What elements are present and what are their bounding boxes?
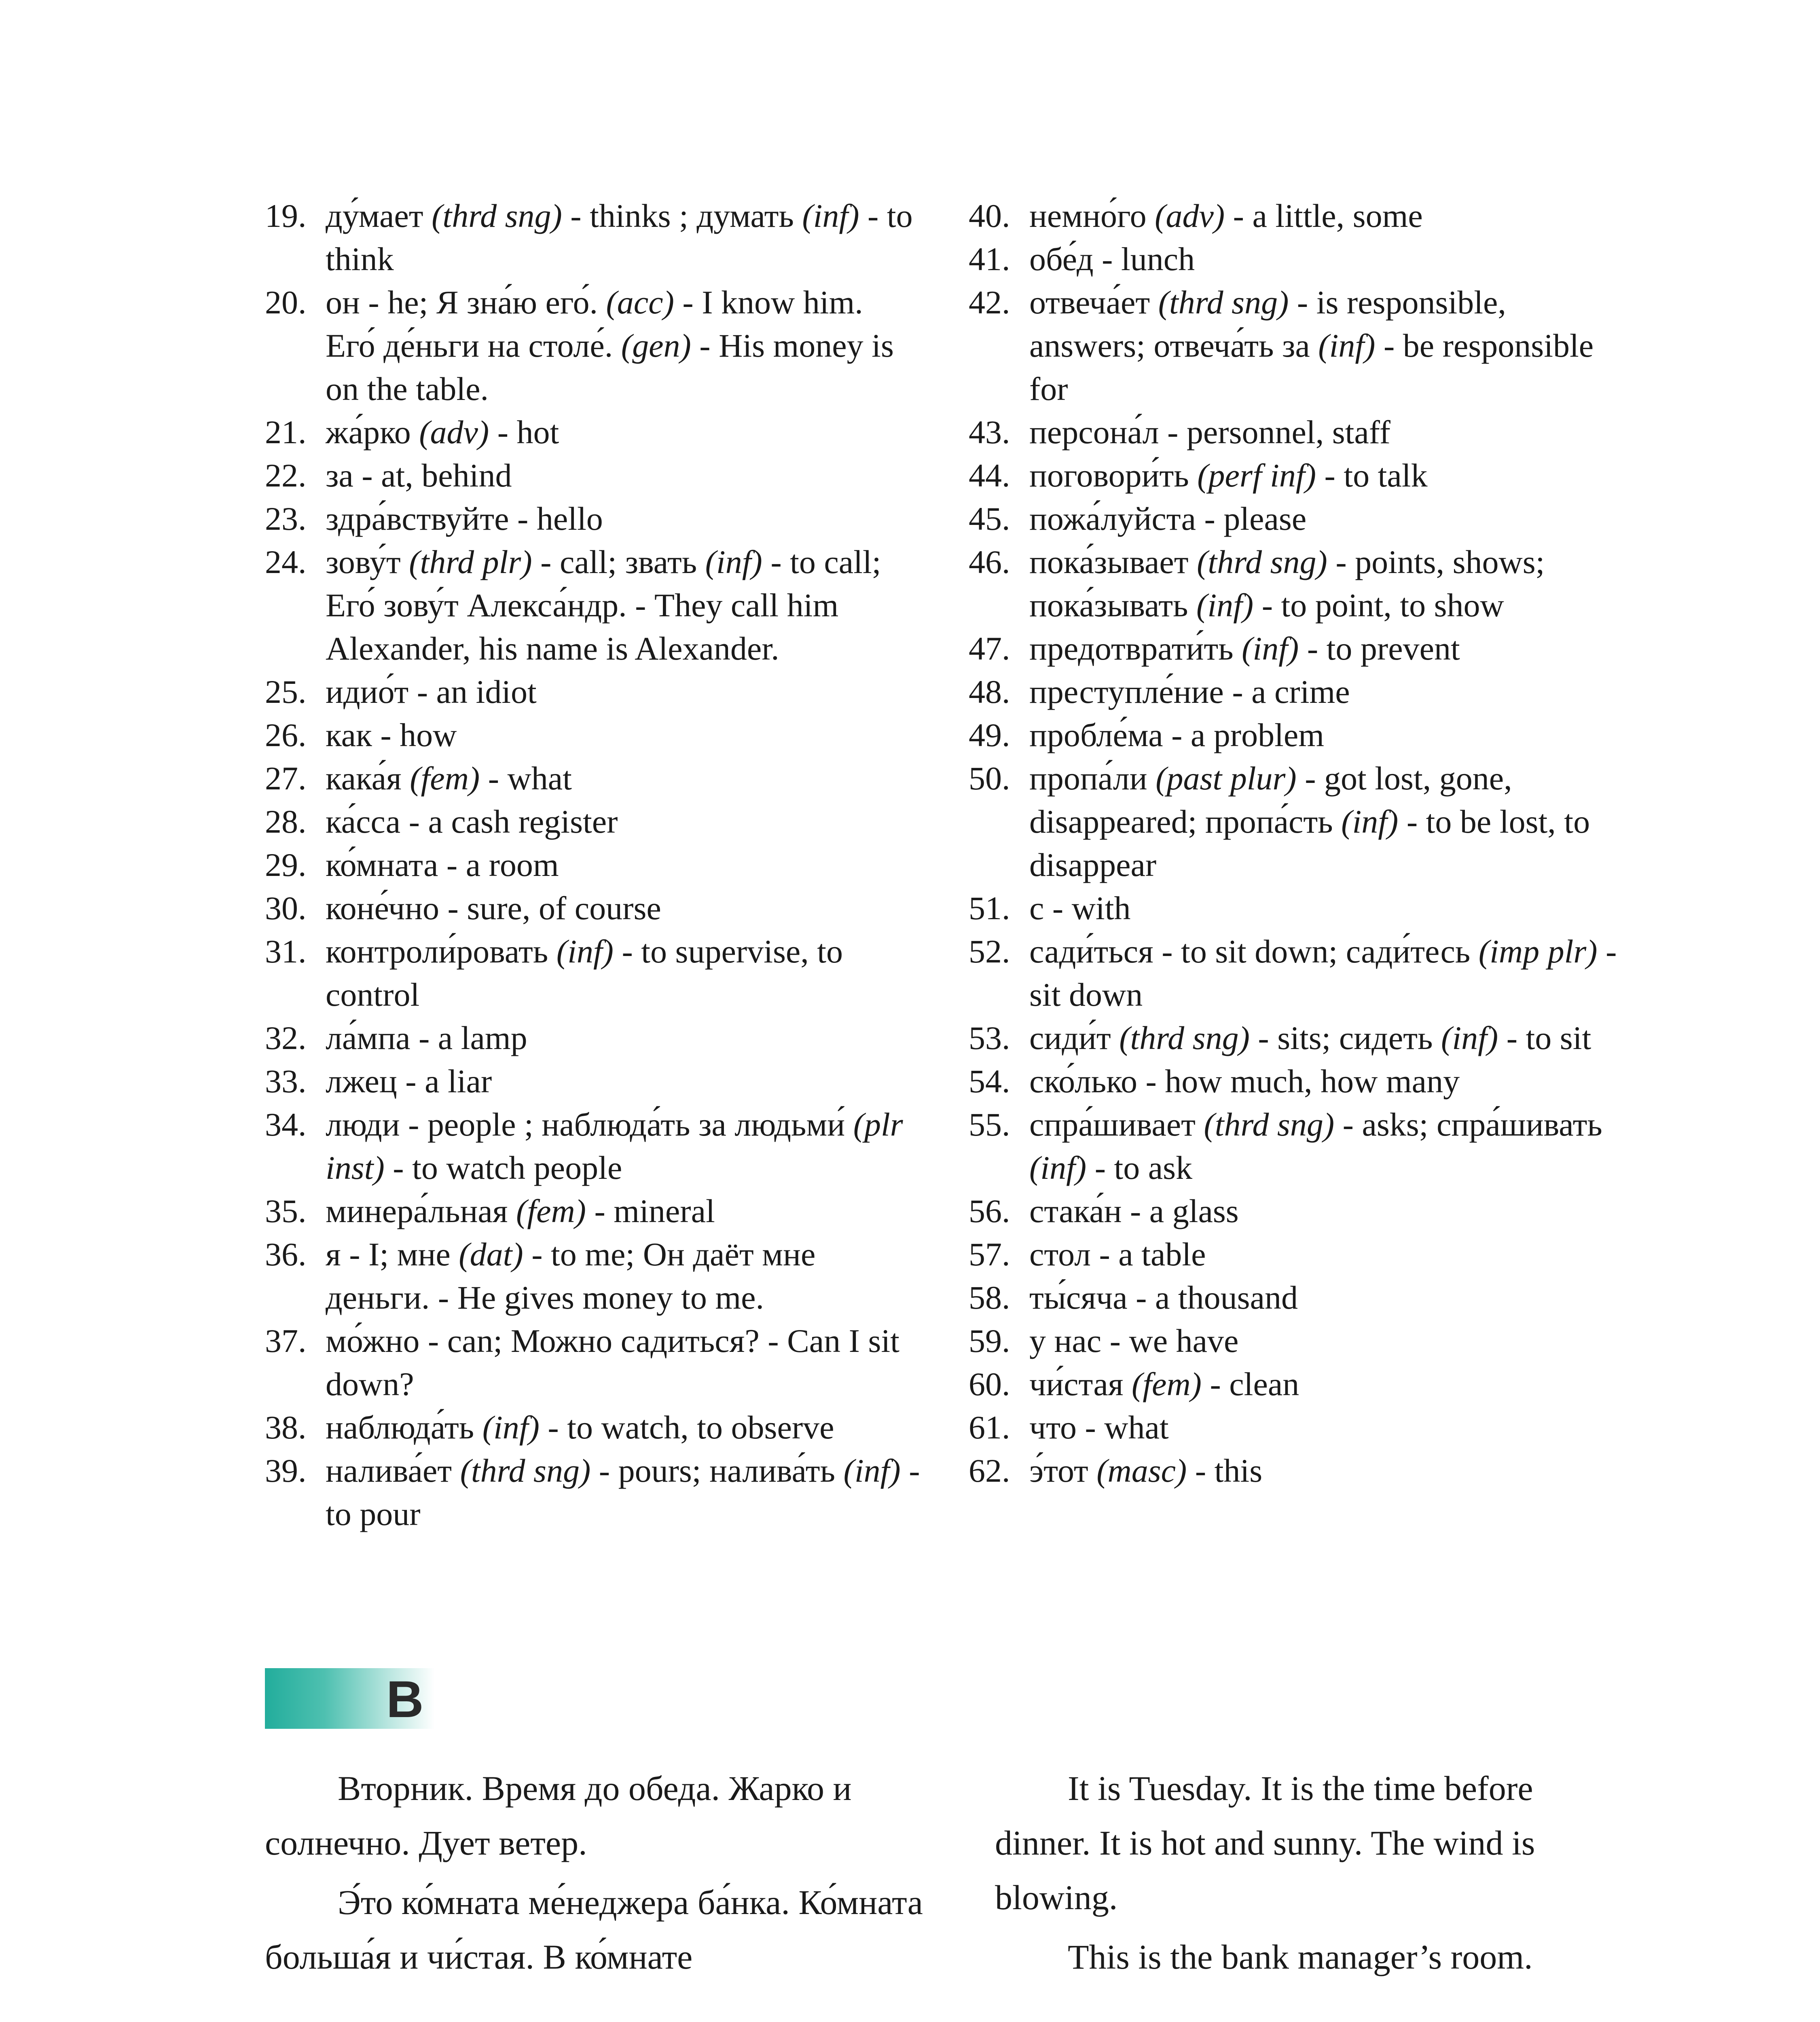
vocabulary-column-right: [969, 194, 1628, 1492]
russian-paragraph: Э́то ко́мната ме́неджера ба́нка. Ко́мната больша́я и чи́стая. В ко́мнате: [265, 1883, 923, 1976]
grammar-note: (inf): [1341, 803, 1399, 840]
vocabulary-entry: [969, 454, 1628, 497]
vocabulary-entry: [969, 886, 1628, 930]
grammar-note: (inf): [843, 1452, 901, 1489]
entry-number: 55.: [969, 1106, 1010, 1143]
entry-text: - to watch people: [384, 1149, 622, 1186]
vocabulary-entry: [969, 1319, 1628, 1362]
entry-text: - is responsible, answers; отвеча́ть за: [1029, 284, 1506, 364]
grammar-note: (inf): [1318, 327, 1376, 364]
entry-text: - to watch, to observe: [539, 1409, 834, 1446]
entry-text: контроли́ровать: [326, 933, 557, 970]
vocabulary-entry: [265, 1016, 920, 1060]
entry-text: - sit down: [1029, 933, 1617, 1013]
entry-number: 42.: [969, 284, 1010, 321]
entry-number: 58.: [969, 1279, 1010, 1316]
entry-text: - to supervise, to control: [326, 933, 843, 1013]
grammar-note: (past plur): [1155, 760, 1297, 797]
entry-number: 54.: [969, 1063, 1010, 1100]
vocabulary-entry: [265, 886, 920, 930]
vocabulary-entry: [265, 281, 920, 410]
vocabulary-entry: [969, 1016, 1628, 1060]
entry-text: пока́зывает: [1029, 544, 1197, 580]
entry-text: стака́н - a glass: [1029, 1193, 1239, 1229]
entry-number: 36.: [265, 1236, 307, 1273]
entry-number: 20.: [265, 284, 307, 321]
vocabulary-entry: [969, 497, 1628, 540]
entry-text: - hot: [489, 414, 559, 451]
english-paragraph: It is Tuesday. It is the time before dinner. It is hot and sunny. The wind is blowing.: [995, 1769, 1535, 1917]
entry-number: 47.: [969, 630, 1010, 667]
vocabulary-column-left: [265, 194, 920, 1536]
vocabulary-entry: [265, 1406, 920, 1449]
entry-text: - to me; Он даёт мне деньги. - He gives money to me.: [326, 1236, 816, 1316]
grammar-note: (gen): [621, 327, 691, 364]
entry-text: наблюда́ть: [326, 1409, 483, 1446]
entry-text: - got lost, gone, disappeared; пропа́сть: [1029, 760, 1512, 840]
entry-number: 32.: [265, 1019, 307, 1056]
grammar-note: (thrd sng): [1119, 1019, 1250, 1056]
grammar-note: (perf inf): [1197, 457, 1316, 494]
vocabulary-entry: [969, 281, 1628, 410]
entry-text: ду́мает: [326, 197, 432, 234]
vocabulary-entry: [265, 194, 920, 281]
entry-number: 19.: [265, 197, 307, 234]
grammar-note: (acc): [606, 284, 674, 321]
entry-text: обе́д - lunch: [1029, 241, 1195, 277]
vocabulary-entry: [265, 800, 920, 843]
grammar-note: (inf): [1441, 1019, 1498, 1056]
entry-number: 59.: [969, 1322, 1010, 1359]
entry-number: 34.: [265, 1106, 307, 1143]
vocabulary-entry: [969, 627, 1628, 670]
grammar-note: (plr inst): [326, 1106, 903, 1186]
entry-number: 25.: [265, 673, 307, 710]
entry-number: 28.: [265, 803, 307, 840]
vocabulary-entry: [969, 1276, 1628, 1319]
vocabulary-entry: [265, 757, 920, 800]
entry-text: - to talk: [1316, 457, 1428, 494]
entry-text: ско́лько - how much, how many: [1029, 1063, 1460, 1100]
entry-text: - what: [480, 760, 572, 797]
entry-text: - to sit: [1498, 1019, 1591, 1056]
entry-number: 49.: [969, 717, 1010, 753]
entry-text: - to pour: [326, 1452, 920, 1532]
entry-text: персона́л - personnel, staff: [1029, 414, 1390, 451]
entry-text: я - I; мне: [326, 1236, 459, 1273]
english-paragraph: This is the bank manager’s room.: [1068, 1937, 1533, 1976]
vocabulary-entry: [969, 1449, 1628, 1492]
vocabulary-entry: [969, 237, 1628, 281]
entry-text: кака́я: [326, 760, 410, 797]
entry-number: 24.: [265, 544, 307, 580]
entry-text: что - what: [1029, 1409, 1169, 1446]
entry-text: - a little, some: [1225, 197, 1423, 234]
entry-number: 51.: [969, 890, 1010, 926]
entry-text: - points, shows; пока́зывать: [1029, 544, 1545, 624]
entry-text: - to call; Его́ зову́т Алекса́ндр. - They call him Alexander, his name is Alexander.: [326, 544, 881, 667]
entry-text: - call; звать: [532, 544, 705, 580]
entry-number: 29.: [265, 846, 307, 883]
entry-number: 52.: [969, 933, 1010, 970]
entry-text: отвеча́ет: [1029, 284, 1158, 321]
entry-number: 53.: [969, 1019, 1010, 1056]
entry-text: пробле́ма - a problem: [1029, 717, 1325, 753]
entry-number: 60.: [969, 1366, 1010, 1402]
grammar-note: (thrd sng): [432, 197, 562, 234]
entry-text: минера́льная: [326, 1193, 516, 1229]
entry-text: - thinks ; думать: [562, 197, 802, 234]
vocabulary-entry: [265, 497, 920, 540]
entry-text: предотврати́ть: [1029, 630, 1242, 667]
grammar-note: (inf): [1242, 630, 1299, 667]
grammar-note: (inf): [556, 933, 614, 970]
grammar-note: (adv): [1155, 197, 1225, 234]
entry-text: чи́стая: [1029, 1366, 1132, 1402]
entry-text: - this: [1187, 1452, 1263, 1489]
entry-text: люди - people ; наблюда́ть за людьми́: [326, 1106, 853, 1143]
grammar-note: (thrd sng): [460, 1452, 591, 1489]
grammar-note: (inf): [705, 544, 762, 580]
entry-text: у нас - we have: [1029, 1322, 1239, 1359]
grammar-note: (inf): [1196, 587, 1254, 624]
grammar-note: (fem): [410, 760, 480, 797]
grammar-note: (fem): [1131, 1366, 1202, 1402]
vocabulary-entry: [969, 540, 1628, 627]
vocabulary-entry: [265, 454, 920, 497]
entry-text: за - at, behind: [326, 457, 512, 494]
entry-text: как - how: [326, 717, 457, 753]
entry-text: сади́ться - to sit down; сади́тесь: [1029, 933, 1479, 970]
entry-text: - I know him. Его́ де́ньги на столе́.: [326, 284, 863, 364]
grammar-note: (imp plr): [1478, 933, 1598, 970]
vocabulary-entry: [969, 1103, 1628, 1189]
grammar-note: (masc): [1096, 1452, 1187, 1489]
grammar-note: (fem): [516, 1193, 586, 1229]
vocabulary-entry: [969, 194, 1628, 237]
entry-text: он - he; Я зна́ю его́.: [326, 284, 606, 321]
russian-paragraph: Вторник. Время до обеда. Жарко и солнечно. Дует ветер.: [265, 1769, 852, 1862]
grammar-note: (inf): [1029, 1149, 1087, 1186]
entry-text: коне́чно - sure, of course: [326, 890, 661, 926]
entry-text: - to be lost, to disappear: [1029, 803, 1590, 883]
vocabulary-entry: [969, 1233, 1628, 1276]
vocabulary-entry: [969, 410, 1628, 454]
entry-text: жа́рко: [326, 414, 419, 451]
entry-text: с - with: [1029, 890, 1131, 926]
entry-number: 50.: [969, 760, 1010, 797]
grammar-note: (dat): [459, 1236, 523, 1273]
vocabulary-entry: [265, 540, 920, 670]
entry-text: - to think: [326, 197, 913, 277]
grammar-note: (inf): [802, 197, 859, 234]
vocabulary-entry: [969, 1060, 1628, 1103]
entry-text: - clean: [1201, 1366, 1299, 1402]
grammar-note: (thrd plr): [409, 544, 532, 580]
vocabulary-entry: [265, 1103, 920, 1189]
entry-number: 26.: [265, 717, 307, 753]
entry-number: 46.: [969, 544, 1010, 580]
entry-number: 35.: [265, 1193, 307, 1229]
vocabulary-entry: [969, 1189, 1628, 1233]
vocabulary-entry: [969, 1362, 1628, 1406]
entry-text: идио́т - an idiot: [326, 673, 537, 710]
grammar-note: (inf): [482, 1409, 540, 1446]
entry-number: 38.: [265, 1409, 307, 1446]
entry-number: 31.: [265, 933, 307, 970]
vocabulary-entry: [265, 410, 920, 454]
entry-number: 62.: [969, 1452, 1010, 1489]
entry-text: ка́сса - a cash register: [326, 803, 618, 840]
section-letter: B: [386, 1671, 424, 1728]
entry-text: пропа́ли: [1029, 760, 1156, 797]
entry-text: - to ask: [1086, 1149, 1193, 1186]
grammar-note: (thrd sng): [1204, 1106, 1335, 1143]
vocabulary-entry: [265, 1319, 920, 1406]
vocabulary-entry: [265, 1060, 920, 1103]
russian-text: [265, 1761, 928, 1989]
entry-text: сиди́т: [1029, 1019, 1120, 1056]
entry-text: поговори́ть: [1029, 457, 1198, 494]
entry-text: - mineral: [586, 1193, 715, 1229]
entry-number: 41.: [969, 241, 1010, 277]
vocabulary-entry: [265, 1233, 920, 1319]
entry-text: - sits; сидеть: [1249, 1019, 1441, 1056]
entry-text: немно́го: [1029, 197, 1155, 234]
entry-text: - pours; налива́ть: [590, 1452, 844, 1489]
entry-text: стол - a table: [1029, 1236, 1206, 1273]
vocabulary-entry: [265, 1189, 920, 1233]
entry-text: мо́жно - can; Можно садиться? - Can I sit down?: [326, 1322, 899, 1402]
entry-number: 37.: [265, 1322, 307, 1359]
entry-number: 39.: [265, 1452, 307, 1489]
vocabulary-entry: [969, 1406, 1628, 1449]
entry-text: - His money is on the table.: [326, 327, 894, 407]
entry-number: 40.: [969, 197, 1010, 234]
entry-text: э́тот: [1029, 1452, 1097, 1489]
entry-text: пожа́луйста - please: [1029, 500, 1307, 537]
section-header: [265, 1668, 435, 1729]
entry-text: лжец - a liar: [326, 1063, 492, 1100]
grammar-note: (adv): [419, 414, 489, 451]
entry-number: 44.: [969, 457, 1010, 494]
entry-text: ты́сяча - a thousand: [1029, 1279, 1298, 1316]
entry-number: 45.: [969, 500, 1010, 537]
vocabulary-entry: [969, 930, 1628, 1016]
entry-text: - to prevent: [1299, 630, 1460, 667]
grammar-note: (thrd sng): [1158, 284, 1289, 321]
entry-text: зову́т: [326, 544, 409, 580]
entry-text: здра́вствуйте - hello: [326, 500, 603, 537]
entry-text: ко́мната - a room: [326, 846, 559, 883]
entry-number: 21.: [265, 414, 307, 451]
entry-number: 61.: [969, 1409, 1010, 1446]
entry-text: спра́шивает: [1029, 1106, 1204, 1143]
entry-number: 27.: [265, 760, 307, 797]
entry-text: - be responsible for: [1029, 327, 1594, 407]
vocabulary-entry: [969, 757, 1628, 886]
entry-text: преступле́ние - a crime: [1029, 673, 1350, 710]
english-text: [995, 1761, 1634, 1989]
vocabulary-entry: [265, 930, 920, 1016]
entry-number: 48.: [969, 673, 1010, 710]
entry-text: - to point, to show: [1253, 587, 1504, 624]
vocabulary-entry: [265, 843, 920, 886]
entry-text: налива́ет: [326, 1452, 460, 1489]
vocabulary-entry: [265, 713, 920, 757]
entry-text: - asks; спра́шивать: [1334, 1106, 1602, 1143]
entry-number: 30.: [265, 890, 307, 926]
entry-number: 33.: [265, 1063, 307, 1100]
entry-number: 22.: [265, 457, 307, 494]
entry-number: 43.: [969, 414, 1010, 451]
entry-number: 23.: [265, 500, 307, 537]
entry-number: 56.: [969, 1193, 1010, 1229]
grammar-note: (thrd sng): [1197, 544, 1327, 580]
vocabulary-entry: [969, 670, 1628, 713]
vocabulary-entry: [265, 1449, 920, 1536]
vocabulary-entry: [969, 713, 1628, 757]
entry-text: ла́мпа - a lamp: [326, 1019, 527, 1056]
entry-number: 57.: [969, 1236, 1010, 1273]
vocabulary-entry: [265, 670, 920, 713]
